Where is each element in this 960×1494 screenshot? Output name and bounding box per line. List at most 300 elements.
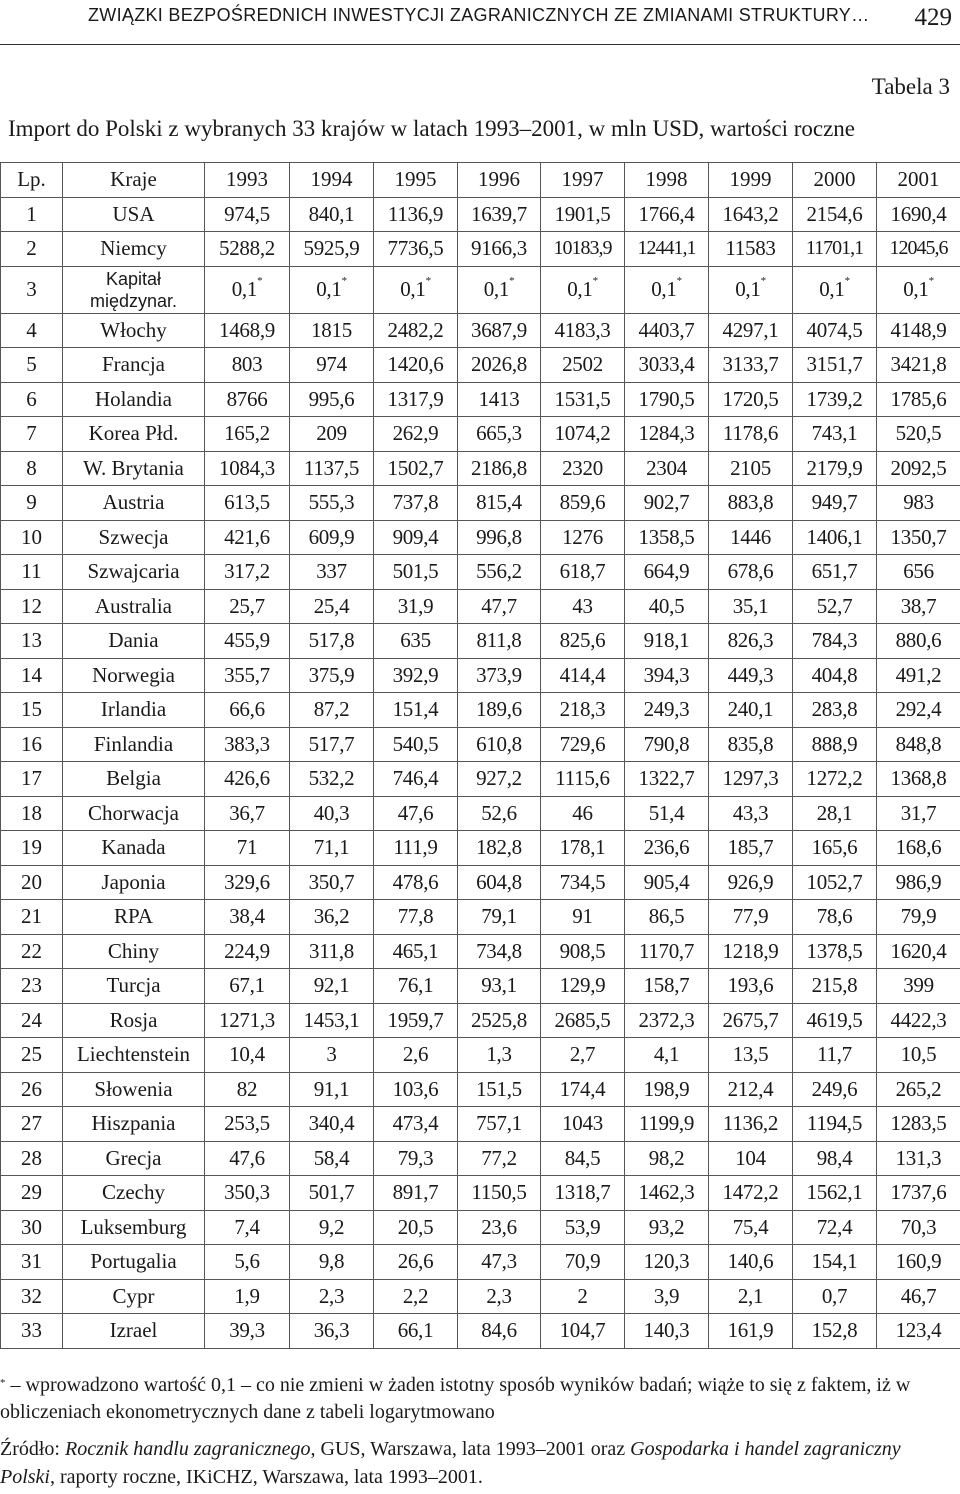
value-cell — [374, 520, 458, 555]
value-cell — [290, 197, 374, 232]
cell-text: 1531,5 — [554, 386, 611, 411]
cell-text: 3151,7 — [806, 352, 863, 377]
row-number — [1, 555, 63, 590]
cell-text: 329,6 — [224, 869, 270, 894]
value-cell — [793, 1038, 877, 1073]
cell-text: 613,5 — [224, 490, 270, 515]
value-cell — [877, 762, 960, 797]
value-cell — [877, 1107, 960, 1142]
cell-text: 1472,2 — [722, 1180, 779, 1205]
cell-text: 1562,1 — [806, 1180, 863, 1205]
cell-text: 28,1 — [816, 800, 853, 825]
value-cell — [458, 934, 541, 969]
value-cell — [541, 934, 625, 969]
value-cell — [709, 382, 793, 417]
value-cell — [793, 348, 877, 383]
cell-text: 43,3 — [732, 800, 769, 825]
cell-text: 1815 — [311, 317, 352, 342]
cell-text: 52,6 — [481, 800, 517, 825]
cell-text: 803 — [231, 352, 263, 377]
cell-text: Chiny — [107, 938, 160, 963]
value-cell — [793, 1003, 877, 1038]
value-cell — [877, 969, 960, 1004]
table-row — [1, 624, 960, 659]
cell-text: 1084,3 — [219, 455, 275, 480]
cell-text: 10183,9 — [553, 237, 612, 260]
value-cell — [458, 1210, 541, 1245]
cell-text: 23 — [21, 973, 42, 998]
value-cell — [205, 1314, 290, 1349]
value-cell — [458, 693, 541, 728]
value-cell — [541, 1038, 625, 1073]
value-cell — [205, 1107, 290, 1142]
value-cell — [458, 1176, 541, 1211]
footnote — [0, 1372, 958, 1426]
value-cell — [458, 1245, 541, 1280]
value-cell — [793, 727, 877, 762]
cell-text: 383,3 — [224, 731, 270, 756]
cell-text: 5925,9 — [303, 236, 360, 261]
cell-text: 82 — [236, 1076, 258, 1101]
value-cell — [709, 693, 793, 728]
row-number — [1, 762, 63, 797]
footnote-star: * — [341, 275, 347, 287]
value-cell — [374, 313, 458, 348]
value-cell — [877, 266, 960, 313]
cell-text: 540,5 — [392, 731, 439, 756]
cell-text: 918,1 — [643, 628, 690, 653]
value-cell — [374, 382, 458, 417]
value-cell — [793, 451, 877, 486]
cell-text: 154,1 — [811, 1249, 858, 1274]
value-cell — [458, 762, 541, 797]
row-number — [1, 1176, 63, 1211]
value-cell — [709, 266, 793, 313]
cell-text: 355,7 — [224, 662, 270, 687]
cell-text: 986,9 — [895, 869, 942, 894]
column-header: 2001 — [877, 163, 960, 198]
value-cell — [709, 1314, 793, 1349]
value-cell — [793, 762, 877, 797]
table-row — [1, 589, 960, 624]
cell-text: 974 — [316, 352, 347, 377]
cell-text: 4297,1 — [722, 317, 779, 342]
cell-text: 70,9 — [564, 1249, 601, 1274]
cell-text: 1406,1 — [806, 524, 863, 549]
value-cell — [458, 969, 541, 1004]
cell-text: 52,7 — [816, 593, 853, 618]
cell-text: 93,2 — [648, 1214, 685, 1239]
value-cell — [793, 589, 877, 624]
cell-text: 0,1 — [735, 277, 761, 301]
value-cell — [205, 382, 290, 417]
country-cell — [63, 1245, 205, 1280]
table-row — [1, 266, 960, 313]
cell-text: 189,6 — [476, 697, 522, 722]
table-body — [1, 197, 960, 1348]
cell-text: 3133,7 — [722, 352, 779, 377]
cell-text: 22 — [21, 938, 42, 963]
value-cell — [205, 624, 290, 659]
value-cell — [458, 382, 541, 417]
cell-text: 77,2 — [481, 1145, 517, 1170]
value-cell — [205, 969, 290, 1004]
value-cell — [793, 1279, 877, 1314]
cell-text: 350,7 — [308, 869, 355, 894]
value-cell — [290, 1210, 374, 1245]
cell-text: 18 — [21, 800, 42, 825]
cell-text: 664,9 — [643, 559, 690, 584]
cell-text: Austria — [102, 490, 165, 515]
value-cell — [205, 589, 290, 624]
cell-text: 0,1 — [567, 277, 593, 301]
cell-text: 2105 — [730, 455, 771, 480]
value-cell — [541, 1245, 625, 1280]
cell-text: 2482,2 — [387, 317, 444, 342]
value-cell — [205, 266, 290, 313]
row-number — [1, 382, 63, 417]
value-cell — [290, 1279, 374, 1314]
value-cell — [877, 313, 960, 348]
value-cell — [205, 865, 290, 900]
cell-text: 120,3 — [643, 1249, 690, 1274]
value-cell — [793, 1141, 877, 1176]
value-cell — [625, 1176, 709, 1211]
cell-text: Australia — [95, 593, 172, 618]
value-cell — [458, 417, 541, 452]
cell-text: 826,3 — [727, 628, 774, 653]
cell-text: 1150,5 — [471, 1180, 527, 1205]
value-cell — [458, 232, 541, 267]
value-cell — [205, 727, 290, 762]
cell-text: 249,3 — [643, 697, 690, 722]
value-cell — [625, 197, 709, 232]
value-cell — [205, 693, 290, 728]
cell-text: 825,6 — [559, 628, 606, 653]
value-cell — [290, 313, 374, 348]
value-cell — [290, 624, 374, 659]
cell-text: 1052,7 — [806, 869, 863, 894]
value-cell — [709, 555, 793, 590]
value-cell — [625, 658, 709, 693]
row-number — [1, 486, 63, 521]
column-header: 1998 — [625, 163, 709, 198]
cell-text: 859,6 — [559, 490, 606, 515]
table-row — [1, 796, 960, 831]
row-number — [1, 1107, 63, 1142]
cell-text: 880,6 — [895, 628, 942, 653]
cell-text: 84,6 — [481, 1318, 517, 1343]
value-cell — [625, 727, 709, 762]
cell-text: 478,6 — [392, 869, 439, 894]
value-cell — [877, 1245, 960, 1280]
cell-text: Kapitał międzynar. — [89, 268, 178, 311]
cell-text: 1901,5 — [554, 201, 611, 226]
cell-text: 10,4 — [229, 1042, 265, 1067]
cell-text: USA — [112, 201, 155, 226]
cell-text: 40,5 — [648, 593, 685, 618]
cell-text: 165,2 — [224, 421, 270, 446]
running-title: ZWIĄZKI BEZPOŚREDNICH INWESTYCJI ZAGRANICZNYCH ZE ZMIANAMI STRUKTURY… — [88, 5, 870, 25]
value-cell — [374, 624, 458, 659]
cell-text: 1115,6 — [555, 766, 610, 791]
value-cell — [709, 417, 793, 452]
cell-text: 185,7 — [727, 835, 774, 860]
cell-text: 317,2 — [224, 559, 270, 584]
value-cell — [374, 1003, 458, 1038]
table-row — [1, 348, 960, 383]
cell-text: 14 — [21, 662, 42, 687]
cell-text: 501,5 — [392, 559, 439, 584]
value-cell — [709, 900, 793, 935]
value-cell — [793, 693, 877, 728]
country-cell — [63, 796, 205, 831]
table-row — [1, 232, 960, 267]
cell-text: 47,3 — [481, 1249, 517, 1274]
value-cell — [205, 417, 290, 452]
table-row — [1, 762, 960, 797]
value-cell — [374, 1038, 458, 1073]
cell-text: 67,1 — [229, 973, 265, 998]
row-number — [1, 796, 63, 831]
cell-text: Finlandia — [93, 731, 174, 756]
cell-text: 11701,1 — [805, 237, 864, 260]
value-cell — [458, 266, 541, 313]
cell-text: 140,3 — [643, 1318, 690, 1343]
cell-text: 198,9 — [643, 1076, 690, 1101]
value-cell — [625, 1038, 709, 1073]
cell-text: 131,3 — [895, 1145, 942, 1170]
cell-text: 4074,5 — [806, 317, 863, 342]
value-cell — [290, 382, 374, 417]
value-cell — [290, 486, 374, 521]
row-number — [1, 197, 63, 232]
cell-text: 39,3 — [229, 1318, 265, 1343]
cell-text: 1218,9 — [722, 938, 779, 963]
cell-text: 193,6 — [727, 973, 774, 998]
value-cell — [877, 1003, 960, 1038]
table-row — [1, 658, 960, 693]
cell-text: 15 — [21, 697, 42, 722]
value-cell — [458, 1141, 541, 1176]
cell-text: 47,6 — [397, 800, 434, 825]
value-cell — [290, 831, 374, 866]
table-row — [1, 520, 960, 555]
value-cell — [793, 520, 877, 555]
value-cell — [793, 486, 877, 521]
table-header-row — [1, 163, 960, 198]
country-cell — [63, 589, 205, 624]
value-cell — [625, 900, 709, 935]
row-number — [1, 520, 63, 555]
value-cell — [625, 865, 709, 900]
cell-text: 212,4 — [727, 1076, 774, 1101]
value-cell — [709, 762, 793, 797]
cell-text: 656 — [903, 559, 934, 584]
value-cell — [625, 451, 709, 486]
country-cell — [63, 1210, 205, 1245]
cell-text: 604,8 — [476, 869, 522, 894]
cell-text: 13 — [21, 628, 42, 653]
cell-text: Portugalia — [90, 1249, 177, 1274]
value-cell — [205, 313, 290, 348]
cell-text: 1136,9 — [387, 201, 444, 226]
cell-text: 71,1 — [313, 835, 350, 860]
value-cell — [458, 624, 541, 659]
value-cell — [541, 658, 625, 693]
cell-text: 926,9 — [727, 869, 774, 894]
cell-text: 373,9 — [476, 662, 522, 687]
cell-text: 86,5 — [648, 904, 685, 929]
cell-text: Izrael — [109, 1318, 158, 1343]
value-cell — [877, 1176, 960, 1211]
cell-text: 743,1 — [811, 421, 858, 446]
cell-text: 3 — [26, 277, 37, 301]
value-cell — [541, 865, 625, 900]
import-table — [0, 162, 960, 1349]
value-cell — [625, 969, 709, 1004]
table-row — [1, 1038, 960, 1073]
source-title-1: Rocznik handlu zagranicznego — [65, 1438, 311, 1460]
cell-text: 737,8 — [392, 490, 439, 515]
cell-text: 224,9 — [224, 938, 270, 963]
cell-text: 91 — [572, 904, 593, 929]
value-cell — [541, 486, 625, 521]
cell-text: 746,4 — [392, 766, 439, 791]
cell-text: 3421,8 — [890, 352, 947, 377]
cell-text: Turcja — [106, 973, 161, 998]
value-cell — [205, 197, 290, 232]
cell-text: Hiszpania — [91, 1111, 176, 1136]
country-cell — [63, 831, 205, 866]
cell-text: 1137,5 — [303, 455, 360, 480]
cell-text: 4422,3 — [890, 1007, 947, 1032]
cell-text: 5288,2 — [219, 236, 275, 261]
country-cell — [63, 486, 205, 521]
cell-text: 1178,6 — [722, 421, 779, 446]
cell-text: 784,3 — [811, 628, 858, 653]
row-number — [1, 1314, 63, 1349]
cell-text: 209 — [316, 421, 347, 446]
cell-text: 2,2 — [402, 1283, 429, 1308]
cell-text: 11 — [21, 559, 42, 584]
value-cell — [793, 1107, 877, 1142]
value-cell — [205, 1245, 290, 1280]
value-cell — [541, 232, 625, 267]
cell-text: 31 — [21, 1249, 42, 1274]
cell-text: 2685,5 — [554, 1007, 611, 1032]
table-row — [1, 934, 960, 969]
value-cell — [374, 1314, 458, 1349]
value-cell — [205, 555, 290, 590]
cell-text: 4403,7 — [638, 317, 695, 342]
value-cell — [877, 417, 960, 452]
cell-text: 1322,7 — [638, 766, 695, 791]
value-cell — [541, 693, 625, 728]
cell-text: 104 — [735, 1145, 766, 1170]
cell-text: 974,5 — [224, 201, 270, 226]
cell-text: 394,3 — [643, 662, 690, 687]
cell-text: 883,8 — [727, 490, 774, 515]
cell-text: 1720,5 — [722, 386, 779, 411]
row-number — [1, 624, 63, 659]
value-cell — [374, 417, 458, 452]
cell-text: 33 — [21, 1318, 42, 1343]
value-cell — [709, 1176, 793, 1211]
value-cell — [205, 658, 290, 693]
cell-text: 12 — [21, 593, 42, 618]
value-cell — [709, 969, 793, 1004]
value-cell — [793, 313, 877, 348]
cell-text: 20 — [21, 869, 42, 894]
value-cell — [458, 555, 541, 590]
row-number — [1, 658, 63, 693]
country-cell — [63, 313, 205, 348]
cell-text: 71 — [236, 835, 258, 860]
footnote-star: * — [257, 275, 263, 287]
cell-text: 1074,2 — [554, 421, 611, 446]
value-cell — [709, 1279, 793, 1314]
cell-text: 123,4 — [895, 1318, 942, 1343]
cell-text: 283,8 — [811, 697, 858, 722]
cell-text: 292,4 — [895, 697, 942, 722]
value-cell — [374, 197, 458, 232]
table-label: Tabela 3 — [871, 74, 950, 99]
cell-text: 1766,4 — [638, 201, 695, 226]
cell-text: Cypr — [112, 1283, 155, 1308]
cell-text: 160,9 — [895, 1249, 942, 1274]
cell-text: 2304 — [646, 455, 687, 480]
cell-text: 1739,2 — [806, 386, 863, 411]
value-cell — [709, 831, 793, 866]
cell-text: 905,4 — [643, 869, 690, 894]
value-cell — [793, 1210, 877, 1245]
value-cell — [374, 865, 458, 900]
cell-text: 1737,6 — [890, 1180, 947, 1205]
cell-text: Liechtenstein — [76, 1042, 191, 1067]
value-cell — [205, 348, 290, 383]
column-header: Kraje — [63, 163, 205, 198]
table-row — [1, 969, 960, 1004]
value-cell — [290, 1072, 374, 1107]
value-cell — [290, 348, 374, 383]
cell-text: 473,4 — [392, 1111, 439, 1136]
cell-text: 32 — [21, 1283, 42, 1308]
cell-text: 182,8 — [476, 835, 522, 860]
value-cell — [458, 1314, 541, 1349]
cell-text: 1297,3 — [722, 766, 779, 791]
cell-text: W. Brytania — [83, 455, 184, 480]
value-cell — [709, 1210, 793, 1245]
country-cell — [63, 1141, 205, 1176]
cell-text: 4148,9 — [890, 317, 947, 342]
table-row — [1, 1176, 960, 1211]
cell-text: 1413 — [478, 386, 520, 411]
value-cell — [625, 555, 709, 590]
cell-text: 72,4 — [816, 1214, 853, 1239]
cell-text: 0,1 — [316, 277, 342, 301]
table-row — [1, 313, 960, 348]
value-cell — [458, 658, 541, 693]
cell-text: 891,7 — [392, 1180, 439, 1205]
cell-text: Grecja — [105, 1145, 162, 1170]
value-cell — [290, 762, 374, 797]
cell-text: 168,6 — [895, 835, 942, 860]
value-cell — [374, 266, 458, 313]
value-cell — [290, 555, 374, 590]
table-row — [1, 382, 960, 417]
cell-text: 2,6 — [402, 1042, 429, 1067]
